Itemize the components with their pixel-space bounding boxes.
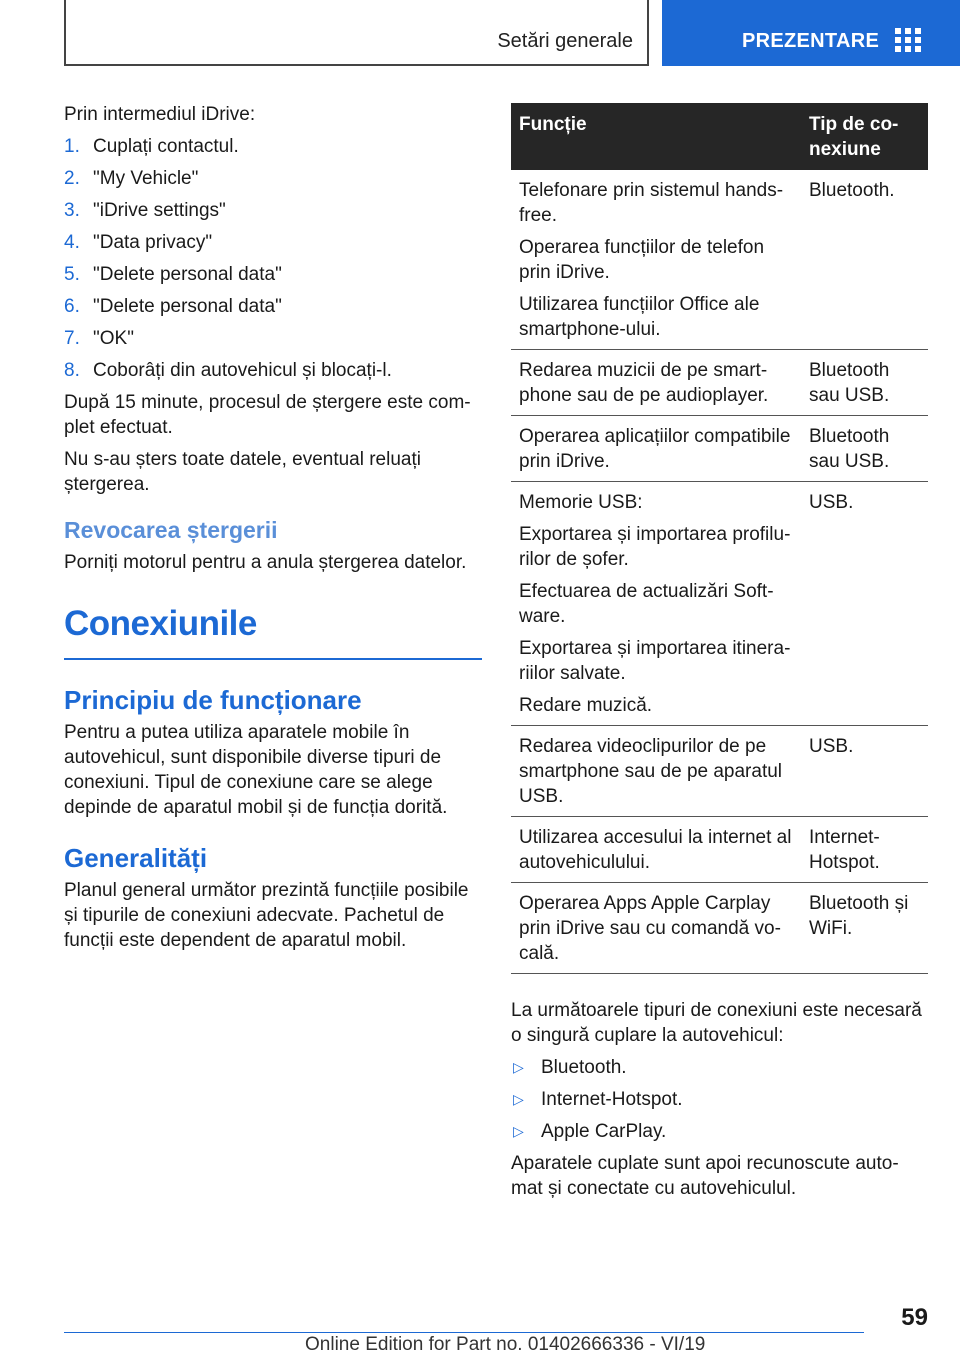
bullet-triangle-icon: ▷ bbox=[513, 1059, 524, 1075]
function-cell bbox=[511, 170, 801, 350]
bullet-triangle-icon: ▷ bbox=[513, 1123, 524, 1139]
table-row bbox=[511, 416, 928, 482]
step-text: "iDrive settings" bbox=[93, 200, 226, 221]
footer-divider bbox=[64, 1332, 864, 1333]
list-item bbox=[64, 134, 482, 159]
step-number: 7. bbox=[64, 328, 80, 349]
section-title: Setări generale bbox=[497, 30, 633, 52]
function-cell bbox=[511, 883, 801, 974]
steps-list bbox=[64, 134, 482, 383]
main-heading: Conexiunile bbox=[64, 604, 482, 660]
function-text: Exportarea și importarea itinera-riilor salvate. bbox=[519, 638, 791, 684]
function-text: Operarea aplicațiilor compatibile prin iDrive. bbox=[519, 426, 791, 472]
function-cell bbox=[511, 416, 801, 482]
connection-cell: Internet-Hotspot. bbox=[801, 817, 928, 883]
tab-prezentare-label: PREZENTARE bbox=[742, 30, 880, 52]
function-cell bbox=[511, 817, 801, 883]
step-number: 3. bbox=[64, 200, 80, 221]
function-cell bbox=[511, 726, 801, 817]
step-number: 6. bbox=[64, 296, 80, 317]
list-item bbox=[64, 294, 482, 319]
general-heading: Generalități bbox=[64, 843, 208, 873]
after-steps-text-1: După 15 minute, procesul de ștergere este com-plet efectuat. bbox=[64, 392, 471, 438]
function-text: Redare muzică. bbox=[519, 695, 653, 716]
step-text: "Delete personal data" bbox=[93, 264, 282, 285]
function-text: Operarea Apps Apple Carplay prin iDrive sau cu comandă vo-cală. bbox=[519, 893, 781, 964]
grid-menu-icon[interactable] bbox=[895, 28, 921, 52]
list-item bbox=[64, 198, 482, 223]
right-column bbox=[511, 103, 928, 1208]
function-cell bbox=[511, 482, 801, 726]
list-item bbox=[511, 1119, 928, 1144]
table-row bbox=[511, 817, 928, 883]
connection-cell: USB. bbox=[801, 726, 928, 817]
list-item bbox=[64, 166, 482, 191]
list-item bbox=[511, 1055, 928, 1080]
connection-cell: USB. bbox=[801, 482, 928, 726]
revoke-text: Porniți motorul pentru a anula ștergerea datelor. bbox=[64, 552, 467, 573]
function-text: Telefonare prin sistemul hands-free. bbox=[519, 180, 784, 226]
revoke-heading: Revocarea ștergerii bbox=[64, 517, 278, 543]
left-column bbox=[64, 102, 482, 960]
step-number: 5. bbox=[64, 264, 80, 285]
table-row bbox=[511, 482, 928, 726]
intro-text: Prin intermediul iDrive: bbox=[64, 104, 256, 125]
function-text: Utilizarea accesului la internet al autovehiculului. bbox=[519, 827, 792, 873]
table-row bbox=[511, 883, 928, 974]
table-header-function: Funcție bbox=[511, 103, 801, 170]
bullet-text: Apple CarPlay. bbox=[541, 1121, 667, 1142]
connection-types-list bbox=[511, 1055, 928, 1144]
function-cell bbox=[511, 350, 801, 416]
table-header-connection: Tip de co-nexiune bbox=[801, 103, 928, 170]
bullet-text: Internet-Hotspot. bbox=[541, 1089, 683, 1110]
step-text: Cuplați contactul. bbox=[93, 136, 239, 157]
connections-table bbox=[511, 103, 928, 974]
connection-cell: Bluetooth. bbox=[801, 170, 928, 350]
connection-cell: Bluetooth și WiFi. bbox=[801, 883, 928, 974]
function-text: Redarea videoclipurilor de pe smartphone sau de pe aparatul USB. bbox=[519, 736, 783, 807]
step-number: 1. bbox=[64, 136, 80, 157]
step-text: Coborâți din autovehicul și blocați-l. bbox=[93, 360, 392, 381]
pairing-intro: La următoarele tipuri de conexiuni este necesară o singură cuplare la autovehicul: bbox=[511, 1000, 922, 1046]
step-text: "My Vehicle" bbox=[93, 168, 199, 189]
tab-prezentare[interactable] bbox=[662, 0, 960, 66]
step-text: "Data privacy" bbox=[93, 232, 213, 253]
edition-text: Online Edition for Part no. 01402666336 - VI/19 bbox=[305, 1334, 706, 1355]
connection-cell: Bluetooth sau USB. bbox=[801, 416, 928, 482]
step-text: "Delete personal data" bbox=[93, 296, 282, 317]
principle-text: Pentru a putea utiliza aparatele mobile în autovehicul, sunt disponibile diverse tipuri de conexiuni. Tipul de conexiune care se alege depinde de aparatul mobil și de funcția dorită. bbox=[64, 722, 448, 818]
list-item bbox=[64, 262, 482, 287]
bullet-text: Bluetooth. bbox=[541, 1057, 627, 1078]
principle-heading: Principiu de funcționare bbox=[64, 685, 362, 715]
page-number: 59 bbox=[901, 1304, 928, 1331]
list-item bbox=[64, 230, 482, 255]
section-title-box bbox=[64, 0, 649, 66]
connection-cell: Bluetooth sau USB. bbox=[801, 350, 928, 416]
page-footer bbox=[0, 1296, 960, 1362]
function-text: Redarea muzicii de pe smart-phone sau de pe audioplayer. bbox=[519, 360, 769, 406]
step-text: "OK" bbox=[93, 328, 134, 349]
function-text: Operarea funcțiilor de telefon prin iDrive. bbox=[519, 237, 765, 283]
function-text: Exportarea și importarea profilu-rilor de șofer. bbox=[519, 524, 791, 570]
step-number: 2. bbox=[64, 168, 80, 189]
closing-text: Aparatele cuplate sunt apoi recunoscute auto-mat și conectate cu autovehiculul. bbox=[511, 1153, 899, 1199]
table-row bbox=[511, 350, 928, 416]
function-text: Utilizarea funcțiilor Office ale smartphone-ului. bbox=[519, 294, 760, 340]
table-row bbox=[511, 726, 928, 817]
list-item bbox=[511, 1087, 928, 1112]
list-item bbox=[64, 358, 482, 383]
function-text: Memorie USB: bbox=[519, 492, 643, 513]
step-number: 4. bbox=[64, 232, 80, 253]
function-text: Efectuarea de actualizări Soft-ware. bbox=[519, 581, 774, 627]
list-item bbox=[64, 326, 482, 351]
general-text: Planul general următor prezintă funcțiile posibile și tipurile de conexiuni adecvate. Pachetul de funcții este dependent de aparatul mobil. bbox=[64, 880, 469, 951]
table-row bbox=[511, 170, 928, 350]
step-number: 8. bbox=[64, 360, 80, 381]
after-steps-text-2: Nu s-au șters toate datele, eventual reluați ștergerea. bbox=[64, 449, 421, 495]
bullet-triangle-icon: ▷ bbox=[513, 1091, 524, 1107]
page-header bbox=[0, 0, 960, 66]
